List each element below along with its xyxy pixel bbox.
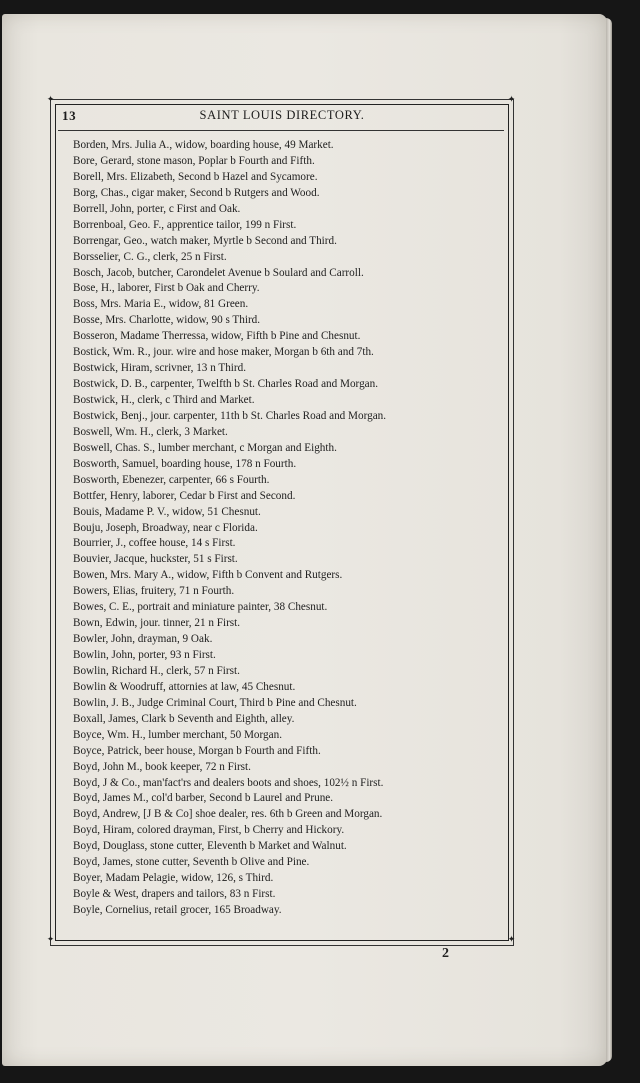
directory-entry: Bostwick, H., clerk, c Third and Market.	[73, 394, 255, 406]
directory-entry: Boxall, James, Clark b Seventh and Eighth, alley.	[73, 712, 295, 725]
corner-ornament-top-left: ✦	[46, 94, 55, 104]
directory-entry: Bostwick, Benj., jour. carpenter, 11th b St. Charles Road and Morgan.	[73, 409, 387, 422]
directory-entry: Boyle & West, drapers and tailors, 83 n First.	[73, 888, 276, 901]
directory-entry: Boyce, Patrick, beer house, Morgan b Fourth and Fifth.	[73, 744, 321, 757]
header-rule	[58, 130, 504, 131]
page-header	[62, 108, 502, 126]
page-edge	[606, 18, 612, 1062]
directory-entry: Boyd, James M., col'd barber, Second b Laurel and Prune.	[73, 792, 334, 805]
directory-entry: Bosworth, Ebenezer, carpenter, 66 s Fourth.	[73, 473, 270, 486]
directory-entry: Boyd, John M., book keeper, 72 n First.	[73, 760, 251, 773]
directory-entry: Bouju, Joseph, Broadway, near c Florida.	[73, 521, 258, 534]
running-title: SAINT LOUIS DIRECTORY.	[199, 108, 365, 122]
directory-entry: Bostick, Wm. R., jour. wire and hose maker, Morgan b 6th and 7th.	[73, 346, 374, 359]
corner-ornament-bottom-right: ✦	[507, 934, 516, 944]
directory-entry: Bowlin, J. B., Judge Criminal Court, Third b Pine and Chesnut.	[73, 696, 357, 709]
directory-entry: Boyle, Cornelius, retail grocer, 165 Broadway.	[73, 904, 282, 916]
directory-entry: Bottfer, Henry, laborer, Cedar b First and Second.	[73, 489, 296, 502]
directory-entry: Boyd, Hiram, colored drayman, First, b Cherry and Hickory.	[73, 824, 345, 837]
directory-entry: Bore, Gerard, stone mason, Poplar b Fourth and Fifth.	[73, 154, 315, 167]
directory-entry: Borrell, John, porter, c First and Oak.	[73, 202, 241, 215]
directory-entry: Bowes, C. E., portrait and miniature painter, 38 Chesnut.	[73, 601, 328, 614]
directory-entry: Borrengar, Geo., watch maker, Myrtle b Second and Third.	[73, 234, 337, 247]
directory-entry: Bouis, Madame P. V., widow, 51 Chesnut.	[73, 505, 261, 518]
directory-entry: Borell, Mrs. Elizabeth, Second b Hazel and Sycamore.	[73, 170, 318, 183]
directory-entry: Bown, Edwin, jour. tinner, 21 n First.	[73, 617, 241, 630]
directory-entry: Bowlin, Richard H., clerk, 57 n First.	[73, 664, 240, 677]
directory-entry: Bose, H., laborer, First b Oak and Cherry.	[73, 282, 260, 295]
directory-entry: Bowler, John, drayman, 9 Oak.	[73, 633, 213, 646]
directory-entry: Bowlin & Woodruff, attornies at law, 45 Chesnut.	[73, 680, 296, 693]
directory-entry: Bostwick, D. B., carpenter, Twelfth b St. Charles Road and Morgan.	[73, 378, 379, 391]
directory-entry: Boswell, Wm. H., clerk, 3 Market.	[73, 425, 228, 438]
directory-entry: Borg, Chas., cigar maker, Second b Rutgers and Wood.	[73, 186, 320, 199]
directory-entry: Bosseron, Madame Therressa, widow, Fifth b Pine and Chesnut.	[73, 330, 361, 343]
directory-entry: Bowlin, John, porter, 93 n First.	[73, 649, 216, 661]
directory-entry: Bowen, Mrs. Mary A., widow, Fifth b Convent and Rutgers.	[73, 569, 343, 582]
directory-entries	[73, 138, 503, 919]
corner-ornament-top-right: ✦	[507, 94, 516, 104]
directory-entry: Boyd, Douglass, stone cutter, Eleventh b Market and Walnut.	[73, 840, 347, 853]
directory-entry: Bostwick, Hiram, scrivner, 13 n Third.	[73, 362, 247, 375]
directory-entry: Boswell, Chas. S., lumber merchant, c Morgan and Eighth.	[73, 441, 337, 454]
directory-entry: Bosch, Jacob, butcher, Carondelet Avenue b Soulard and Carroll.	[73, 266, 364, 279]
directory-entry: Bosworth, Samuel, boarding house, 178 n Fourth.	[73, 457, 297, 470]
directory-entry: Bourrier, J., coffee house, 14 s First.	[73, 537, 236, 550]
directory-entry: Boyd, James, stone cutter, Seventh b Olive and Pine.	[73, 856, 310, 869]
directory-entry: Bowers, Elias, fruitery, 71 n Fourth.	[73, 585, 235, 598]
directory-entry: Boss, Mrs. Maria E., widow, 81 Green.	[73, 298, 249, 311]
corner-ornament-bottom-left: ✦	[46, 934, 55, 944]
page-number: 13	[62, 108, 77, 123]
directory-entry: Bouvier, Jacque, huckster, 51 s First.	[73, 553, 238, 566]
directory-entry: Boyd, Andrew, [J B & Co] shoe dealer, res. 6th b Green and Morgan.	[73, 808, 383, 821]
directory-entry: Borrenboal, Geo. F., apprentice tailor, 199 n First.	[73, 218, 297, 231]
directory-entry: Boyd, J & Co., man'fact'rs and dealers boots and shoes, 102½ n First.	[73, 776, 384, 789]
directory-entry: Borden, Mrs. Julia A., widow, boarding house, 49 Market.	[73, 139, 334, 151]
directory-entry: Boyer, Madam Pelagie, widow, 126, s Third.	[73, 872, 274, 885]
signature-mark: 2	[442, 946, 449, 961]
directory-entry: Bosse, Mrs. Charlotte, widow, 90 s Third.	[73, 314, 261, 327]
directory-entry: Borsselier, C. G., clerk, 25 n First.	[73, 250, 227, 263]
directory-entry: Boyce, Wm. H., lumber merchant, 50 Morgan.	[73, 728, 282, 741]
